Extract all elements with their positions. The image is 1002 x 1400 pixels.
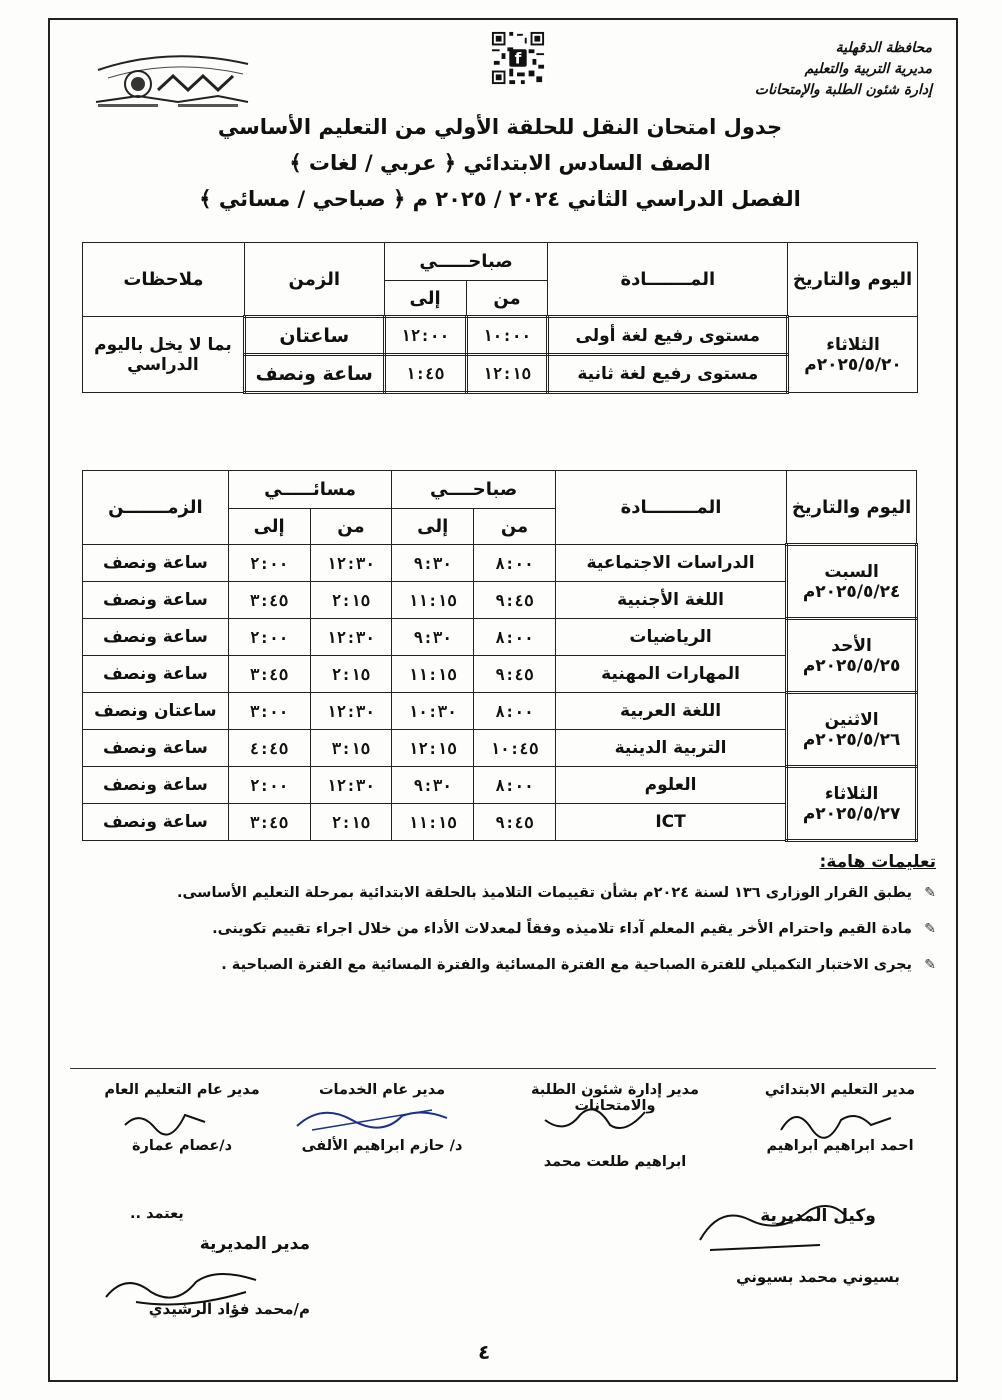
morning-to-cell: ١٢:١٥ (392, 730, 474, 767)
duration-cell: ساعتان ونصف (83, 693, 229, 730)
day-cell (787, 619, 917, 693)
signatory-name: ابراهيم طلعت محمد (543, 1154, 687, 1170)
table-row (83, 317, 918, 355)
header-authority (692, 38, 932, 101)
signatory-name: بسيوني محمد بسيوني (736, 1268, 900, 1286)
duration-cell: ساعة ونصف (83, 582, 229, 619)
evening-from-cell: ١٢:٣٠ (310, 619, 392, 656)
header-day-date: اليوم والتاريخ (788, 243, 918, 317)
morning-to-cell: ٩:٣٠ (392, 767, 474, 804)
evening-to-cell: ٢:٠٠ (228, 767, 310, 804)
subject-cell: الرياضيات (555, 619, 786, 656)
subject-cell: ICT (555, 804, 786, 841)
subject-cell: اللغة الأجنبية (555, 582, 786, 619)
header-subject: المــــــــادة (555, 471, 786, 545)
morning-from-cell: ٩:٤٥ (474, 582, 556, 619)
list-item (80, 882, 936, 904)
duration-cell: ساعة ونصف (83, 619, 229, 656)
svg-text:f: f (514, 49, 522, 68)
morning-to-cell: ٩:٣٠ (392, 619, 474, 656)
subject-cell: مستوى رفيع لغة أولى (548, 317, 788, 355)
evening-from-cell: ١٢:٣٠ (310, 767, 392, 804)
notes-cell: بما لا يخل باليوم الدراسي (83, 317, 245, 393)
handwritten-signature-icon (96, 1262, 266, 1312)
morning-from-cell: ٩:٤٥ (474, 656, 556, 693)
day-name: الاثنين (824, 709, 879, 730)
morning-from-cell: ٨:٠٠ (474, 693, 556, 730)
to-cell: ١٢:٠٠ (384, 317, 466, 355)
table-row (83, 545, 917, 582)
day-date: ٢٠٢٥/٥/٢٤م (802, 581, 901, 602)
duration-cell: ساعة ونصف (83, 804, 229, 841)
duration-cell: ساعة ونصف (83, 545, 229, 582)
evening-from-cell: ٣:١٥ (310, 730, 392, 767)
duration-cell: ساعة ونصف (244, 355, 384, 393)
signatory-title: مدير التعليم الابتدائي (764, 1082, 916, 1098)
instruction-text: مادة القيم واحترام الأخر يقيم المعلم آداء تلاميذه وفقاً لمعدلات الأداء من خلال اجراء تقييم تكوينى. (212, 921, 912, 937)
day-name: الثلاثاء (826, 334, 880, 355)
handwritten-signature-icon (120, 1100, 210, 1140)
pen-icon: ✎ (924, 885, 936, 901)
list-item (80, 918, 936, 940)
day-name: السبت (824, 561, 879, 582)
day-date: ٢٠٢٥/٥/٢٧م (802, 803, 901, 824)
list-item (80, 954, 936, 976)
day-date: ٢٠٢٥/٥/٢٥م (802, 655, 901, 676)
pen-icon: ✎ (924, 921, 936, 937)
header-morning: صباحـــــي (384, 243, 548, 281)
signatory-title: وكيل المديرية (760, 1206, 876, 1226)
duration-cell: ساعة ونصف (83, 730, 229, 767)
signatory-name: د/عصام عمارة (131, 1138, 233, 1154)
signatory-title: مدير عام الخدمات (318, 1082, 446, 1098)
signature-divider (70, 1068, 936, 1069)
handwritten-signature-icon (690, 1200, 850, 1260)
header-duration: الزمن (244, 243, 384, 317)
header-duration: الزمـــــــن (83, 471, 229, 545)
day-name: الأحد (831, 635, 872, 656)
evening-from-cell: ٢:١٥ (310, 582, 392, 619)
handwritten-signature-icon (292, 1098, 452, 1138)
signatory-name: د/ حازم ابراهيم الألفى (301, 1138, 463, 1154)
subject-cell: اللغة العربية (555, 693, 786, 730)
signatory-name: م/محمد فؤاد الرشيدي (148, 1300, 310, 1318)
evening-from-cell: ٢:١٥ (310, 804, 392, 841)
header-from: من (466, 281, 548, 317)
evening-to-cell: ٣:٤٥ (228, 582, 310, 619)
subject-cell: مستوى رفيع لغة ثانية (548, 355, 788, 393)
morning-from-cell: ٩:٤٥ (474, 804, 556, 841)
evening-to-cell: ٣:٤٥ (228, 656, 310, 693)
qr-code-icon (490, 30, 546, 86)
header-day-date: اليوم والتاريخ (787, 471, 917, 545)
morning-from-cell: ٨:٠٠ (474, 545, 556, 582)
day-cell (787, 545, 917, 619)
to-cell: ١:٤٥ (384, 355, 466, 393)
day-date: ٢٠٢٥/٥/٢٠م (804, 354, 902, 375)
evening-from-cell: ١٢:٣٠ (310, 545, 392, 582)
header-notes: ملاحظات (83, 243, 245, 317)
table-row (83, 767, 917, 804)
day-date: ٢٠٢٥/٥/٢٦م (802, 729, 901, 750)
evening-to-cell: ٣:٤٥ (228, 804, 310, 841)
header-evening-to: إلى (228, 509, 310, 545)
day-cell (787, 693, 917, 767)
morning-to-cell: ١١:١٥ (392, 582, 474, 619)
title-term: الفصل الدراسي الثاني ٢٠٢٤ / ٢٠٢٥ م ﴿ صباحي / مسائي ﴾ (199, 187, 801, 211)
header-morning: صباحــــي (392, 471, 556, 509)
handwritten-signature-icon (540, 1100, 650, 1140)
header-morning-to: إلى (392, 509, 474, 545)
duration-cell: ساعة ونصف (83, 767, 229, 804)
subject-cell: التربية الدينية (555, 730, 786, 767)
header-to: إلى (384, 281, 466, 317)
pen-icon: ✎ (924, 957, 936, 973)
important-instructions (80, 852, 936, 990)
page-number: ٤ (478, 1340, 491, 1364)
evening-to-cell: ٢:٠٠ (228, 545, 310, 582)
morning-from-cell: ١٠:٤٥ (474, 730, 556, 767)
table-row (83, 693, 917, 730)
schedule-titles (140, 112, 860, 214)
header-morning-from: من (474, 509, 556, 545)
governorate-logo-icon (78, 40, 258, 114)
signatory-name: احمد ابراهيم ابراهيم (766, 1138, 914, 1154)
day-cell (787, 767, 917, 841)
morning-from-cell: ٨:٠٠ (474, 619, 556, 656)
evening-to-cell: ٣:٠٠ (228, 693, 310, 730)
evening-from-cell: ١٢:٣٠ (310, 693, 392, 730)
exam-table-main (82, 470, 918, 842)
morning-to-cell: ١١:١٥ (392, 656, 474, 693)
evening-to-cell: ٤:٤٥ (228, 730, 310, 767)
subject-cell: المهارات المهنية (555, 656, 786, 693)
instruction-text: يطبق القرار الوزارى ١٣٦ لسنة ٢٠٢٤م بشأن تقييمات التلاميذ بالحلقة الابتدائية بمرحلة التعليم الأساسى. (177, 885, 912, 901)
signatory-title: مدير عام التعليم العام (104, 1082, 260, 1098)
title-main: جدول امتحان النقل للحلقة الأولي من التعليم الأساسي (217, 115, 783, 139)
signatory-title: مدير المديرية (199, 1234, 310, 1254)
subject-cell: الدراسات الاجتماعية (555, 545, 786, 582)
morning-from-cell: ٨:٠٠ (474, 767, 556, 804)
morning-to-cell: ١١:١٥ (392, 804, 474, 841)
header-evening: مسائـــــي (228, 471, 392, 509)
instruction-text: يجرى الاختبار التكميلي للفترة الصباحية مع الفترة المسائية والفترة المسائية مع الفترة الصباحية . (221, 957, 912, 973)
table-row (83, 619, 917, 656)
instructions-title: تعليمات هامة: (819, 852, 936, 872)
duration-cell: ساعتان (244, 317, 384, 355)
duration-cell: ساعة ونصف (83, 656, 229, 693)
signatory-title: مدير إدارة شئون الطلبة والامتحانات (530, 1082, 700, 1114)
header-evening-from: من (310, 509, 392, 545)
header-line-administration: إدارة شئون الطلبة والإمتحانات (754, 82, 932, 98)
subject-cell: العلوم (555, 767, 786, 804)
header-line-governorate: محافظة الدقهلية (835, 40, 932, 56)
header-subject: المـــــــادة (548, 243, 788, 317)
day-cell (788, 317, 918, 393)
header-line-directorate: مديرية التربية والتعليم (804, 61, 932, 77)
day-name: الثلاثاء (824, 783, 879, 804)
approve-label: يعتمد .. (130, 1206, 184, 1222)
morning-to-cell: ١٠:٣٠ (392, 693, 474, 730)
exam-table-advanced-language (82, 242, 918, 394)
handwritten-signature-icon (776, 1100, 896, 1140)
from-cell: ١٠:٠٠ (466, 317, 548, 355)
from-cell: ١٢:١٥ (466, 355, 548, 393)
evening-to-cell: ٢:٠٠ (228, 619, 310, 656)
evening-from-cell: ٢:١٥ (310, 656, 392, 693)
morning-to-cell: ٩:٣٠ (392, 545, 474, 582)
title-grade: الصف السادس الابتدائي ﴿ عربي / لغات ﴾ (289, 151, 711, 175)
